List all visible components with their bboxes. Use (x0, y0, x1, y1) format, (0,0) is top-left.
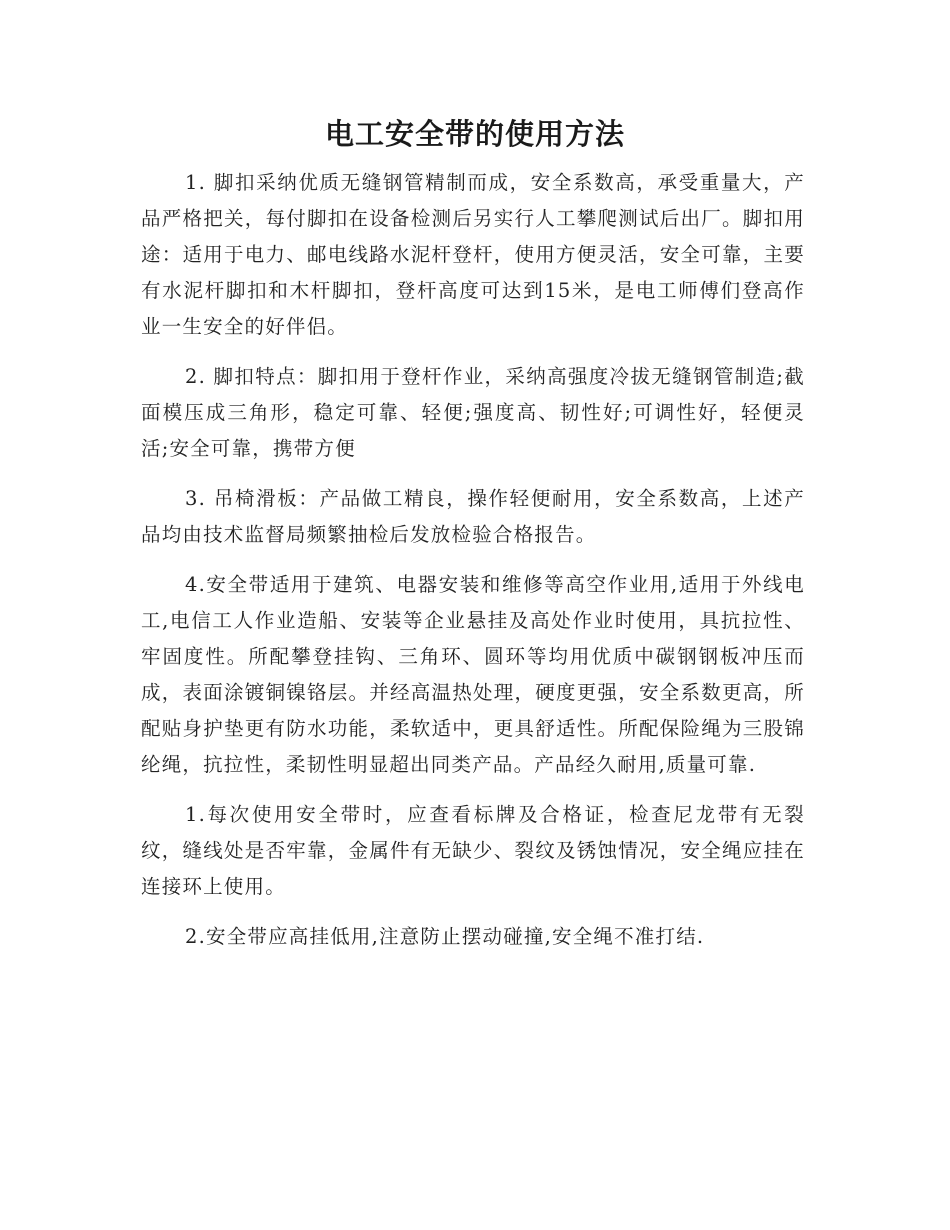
paragraph-4: 4.安全带适用于建筑、电器安装和维修等高空作业用,适用于外线电工,电信工人作业造船、安装等企业悬挂及高处作业时使用，具抗拉性、牢固度性。所配攀登挂钩、三角环、圆环等均用优质中碳钢钢板冲压而成，表面涂镀铜镍铬层。并经高温热处理，硬度更强，安全系数更高，所配贴身护垫更有防水功能，柔软适中，更具舒适性。所配保险绳为三股锦纶绳，抗拉性，柔韧性明显超出同类产品。产品经久耐用,质量可靠. (141, 573, 805, 776)
document-body (141, 165, 805, 969)
page-title: 电工安全带的使用方法 (324, 117, 625, 151)
paragraph-5: 1.每次使用安全带时，应查看标牌及合格证，检查尼龙带有无裂纹，缝线处是否牢靠，金属件有无缺少、裂纹及锈蚀情况，安全绳应挂在连接环上使用。 (141, 803, 805, 898)
paragraph-1: 1. 脚扣采纳优质无缝钢管精制而成，安全系数高，承受重量大，产品严格把关，每付脚扣在设备检测后另实行人工攀爬测试后出厂。脚扣用途：适用于电力、邮电线路水泥杆登杆，使用方便灵活，安全可靠，主要有水泥杆脚扣和木杆脚扣，登杆高度可达到15米，是电工师傅们登高作业一生安全的好伴侣。 (141, 171, 805, 338)
paragraph-2: 2. 脚扣特点：脚扣用于登杆作业，采纳高强度冷拔无缝钢管制造;截面模压成三角形，稳定可靠、轻便;强度高、韧性好;可调性好，轻便灵活;安全可靠，携带方便 (141, 365, 805, 460)
paragraph-3: 3. 吊椅滑板：产品做工精良，操作轻便耐用，安全系数高，上述产品均由技术监督局频繁抽检后发放检验合格报告。 (141, 487, 805, 546)
paragraph-6: 2.安全带应高挂低用,注意防止摆动碰撞,安全绳不准打结. (185, 925, 705, 948)
